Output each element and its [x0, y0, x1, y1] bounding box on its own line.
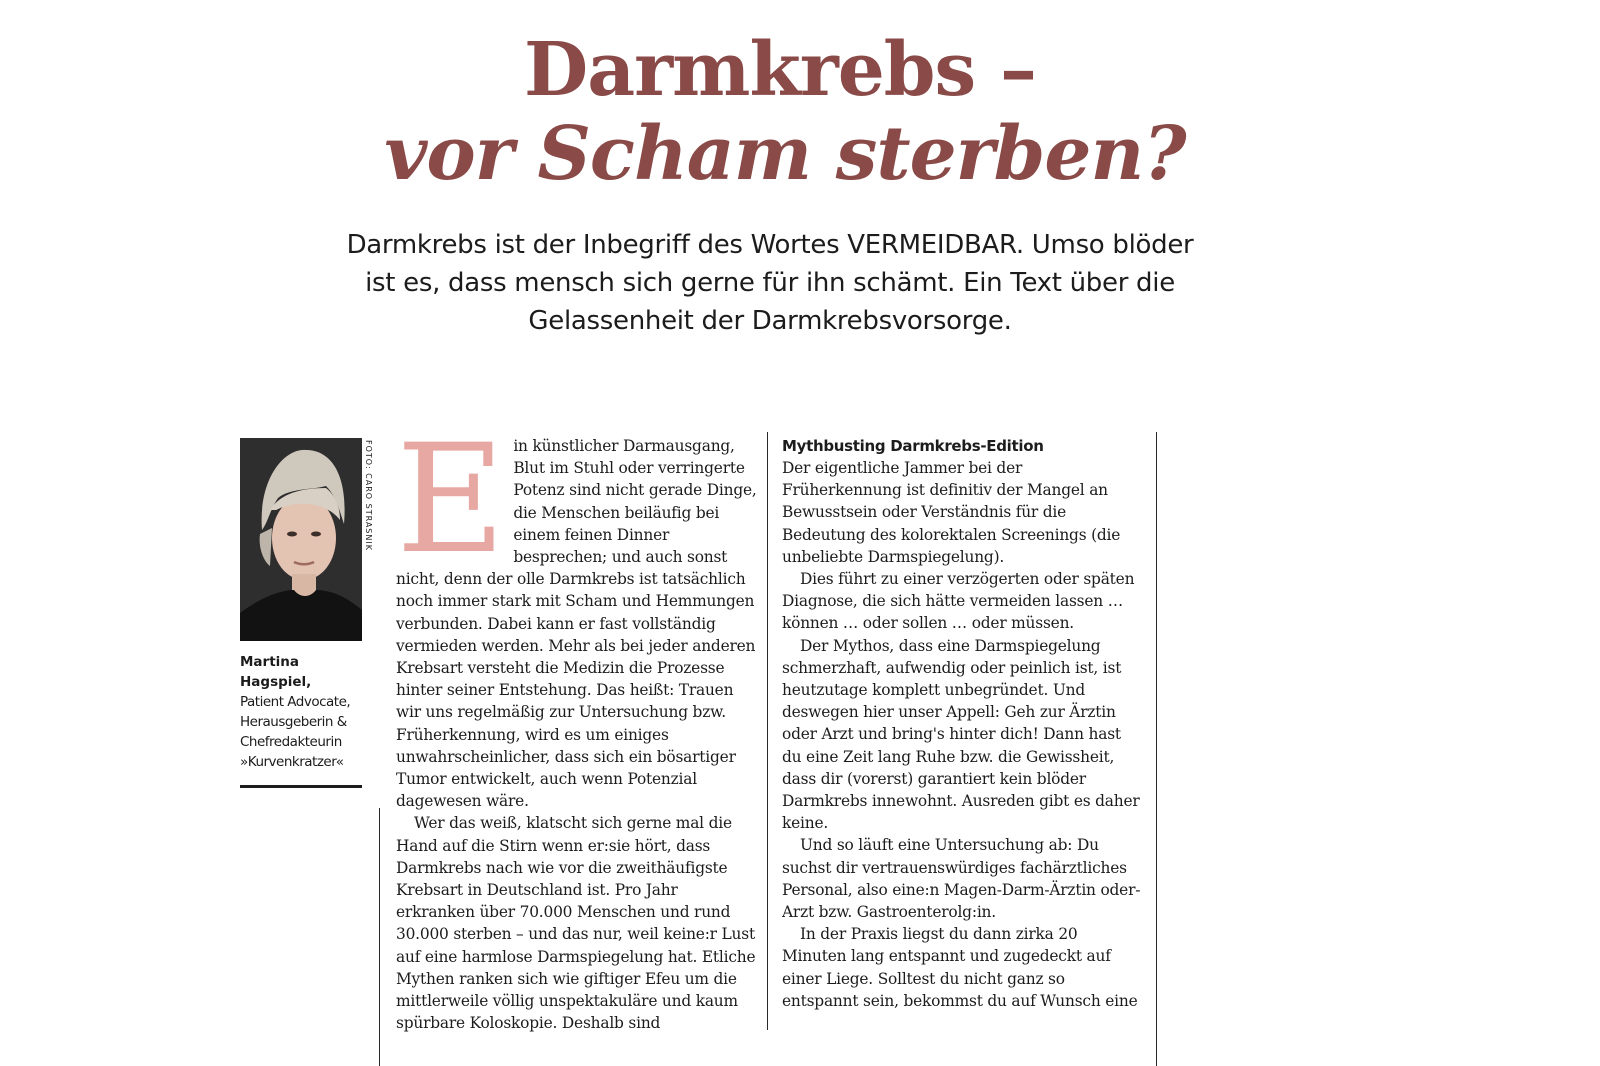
author-name: Martina Hagspiel, — [240, 654, 312, 690]
author-role: Patient Advocate, Herausgeberin & Chefredakteurin »Kurvenkratzer« — [240, 694, 351, 770]
author-info — [240, 652, 368, 772]
column-rule-middle — [767, 432, 768, 1030]
author-divider — [240, 785, 362, 788]
article-column-1 — [396, 435, 758, 1066]
author-portrait-image — [240, 438, 362, 641]
article-paragraph: in künstlicher Darmausgang, Blut im Stuhl oder verringerte Potenz sind nicht gerade Dinge, die Menschen beiläufig bei einem feinen Dinner besprechen; und auch sonst nicht, denn der olle Darmkrebs ist tatsächlich noch immer stark mit Scham und Hemmungen verbunden. Dabei kann er fast vollständig vermieden werden. Mehr als bei jeder anderen Krebsart versteht die Medizin die Prozesse hinter seiner Entstehung. Das heißt: Trauen wir uns regelmäßig zur Untersuchung bzw. Früherkennung, wird es um einiges unwahrscheinlicher, dass sich ein bösartiger Tumor entwickelt, auch wenn Potenzial dagewesen wäre. — [396, 437, 757, 811]
article-paragraph: Und so läuft eine Untersuchung ab: Du suchst dir vertrauenswürdiges fachärztliches Personal, also eine:n Magen-Darm-Ärztin oder- Arzt bzw. Gastroenterolg:in. — [782, 836, 1141, 922]
article-paragraph: In der Praxis liegst du dann zirka 20 Minuten lang entspannt und zugedeckt auf einer Liege. Solltest du nicht ganz so entspannt sein, bekommst du auf Wunsch eine — [782, 925, 1138, 1010]
article-column-2 — [782, 435, 1142, 1066]
article-paragraph: Der eigentliche Jammer bei der Früherkennung ist definitiv der Mangel an Bewusstsein oder Verständnis für die Bedeutung des kolorektalen Screenings (die unbeliebte Darmspiegelung). — [782, 459, 1121, 566]
photo-credit: FOTO: CARO STRASNIK — [364, 440, 373, 551]
article-paragraph: Der Mythos, dass eine Darmspiegelung schmerzhaft, aufwendig oder peinlich ist, ist heutzutage komplett unbegründet. Und deswegen hier unser Appell: Geh zur Ärztin oder Arzt und bring's hinter dich! Dann hast du eine Zeit lang Ruhe bzw. die Gewissheit, dass dir (vorerst) garantiert kein blöder Darmkrebs innewohnt. Ausreden gibt es daher keine. — [782, 636, 1140, 833]
section-subhead: Mythbusting Darmkrebs-Edition — [782, 437, 1044, 455]
headline-line-2: vor Scham sterben? — [384, 111, 1186, 197]
lead-paragraph: Darmkrebs ist der Inbegriff des Wortes VERMEIDBAR. Umso blöder ist es, dass mensch sich gerne für ihn schämt. Ein Text über die Gelassenheit der Darmkrebsvorsorge. — [346, 230, 1194, 336]
drop-cap: E — [396, 435, 506, 587]
headline — [0, 28, 1560, 196]
headline-line-1: Darmkrebs – — [524, 27, 1036, 113]
column-rule-right — [1156, 432, 1157, 1066]
author-portrait — [240, 438, 362, 641]
column-rule-left — [379, 808, 380, 1066]
article-paragraph: Wer das weiß, klatscht sich gerne mal die Hand auf die Stirn wenn er:sie hört, dass Darmkrebs nach wie vor die zweithäufigste Krebsart in Deutschland ist. Pro Jahr erkranken über 70.000 Menschen und rund 30.000 sterben – und das nur, weil keine:r Lust auf eine harmlose Darmspiegelung hat. Etliche Mythen ranken sich wie giftiger Efeu um die mittlerweile völlig unspektakuläre und kaum spürbare Koloskopie. Deshalb sind — [396, 814, 756, 1033]
article-paragraph: Dies führt zu einer verzögerten oder späten Diagnose, die sich hätte vermeiden lassen … können … oder sollen … oder müssen. — [782, 570, 1135, 633]
